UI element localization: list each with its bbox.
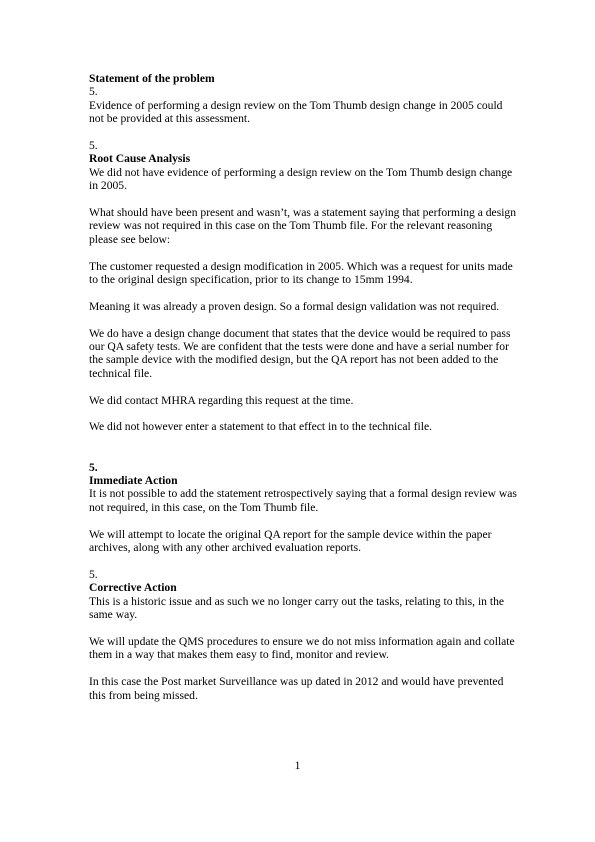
corrective-action-heading: Corrective Action (89, 581, 177, 595)
root-cause-paragraph: We did not have evidence of performing a design review on the Tom Thumb design change in 2005. (89, 165, 513, 193)
root-cause-paragraph: We do have a design change document that states that the device would be required to pass our QA safety tests. We are confident that the tests were done and have a serial number for the sample device with the modified design, but the QA report has not been added to the technical file. (89, 326, 511, 380)
root-cause-paragraph: We did contact MHRA regarding this request at the time. (89, 393, 354, 407)
root-cause-paragraph: We did not however enter a statement to that effect in to the technical file. (89, 420, 432, 434)
root-cause-paragraph: Meaning it was already a proven design. So a formal design validation was not required. (89, 299, 500, 313)
root-cause-paragraph: What should have been present and wasn’t, was a statement saying that performing a design review was not required in this case on the Tom Thumb file. For the relevant reasoning please see below: (89, 206, 517, 246)
document-body (89, 72, 519, 702)
immediate-action-heading: Immediate Action (89, 474, 178, 488)
statement-heading: Statement of the problem (89, 72, 215, 85)
immediate-action-paragraph: It is not possible to add the statement retrospectively saying that a formal design review was not required, in this case, on the Tom Thumb file. (89, 487, 517, 514)
corrective-action-paragraph: In this case the Post market Surveillance was up dated in 2012 and would have prevented this from being missed. (89, 675, 504, 702)
statement-text: Evidence of performing a design review on the Tom Thumb design change in 2005 could not be provided at this assessment. (89, 98, 503, 126)
root-cause-heading: Root Cause Analysis (89, 152, 191, 166)
page-number: 1 (294, 759, 301, 772)
root-cause-number: 5. (89, 139, 98, 153)
immediate-action-number: 5. (89, 460, 98, 474)
corrective-action-number: 5. (89, 567, 98, 581)
immediate-action-paragraph: We will attempt to locate the original QA report for the sample device within the paper archives, along with any other archived evaluation reports. (89, 527, 492, 555)
corrective-action-paragraph: We will update the QMS procedures to ensure we do not miss information again and collate them in a way that makes them easy to find, monitor and review. (89, 634, 515, 662)
statement-number: 5. (89, 85, 98, 99)
root-cause-paragraph: The customer requested a design modification in 2005. Which was a request for units made to the original design specification, prior to its change to 15mm 1994. (89, 259, 513, 287)
corrective-action-paragraph: This is a historic issue and as such we no longer carry out the tasks, relating to this, in the same way. (89, 594, 505, 622)
